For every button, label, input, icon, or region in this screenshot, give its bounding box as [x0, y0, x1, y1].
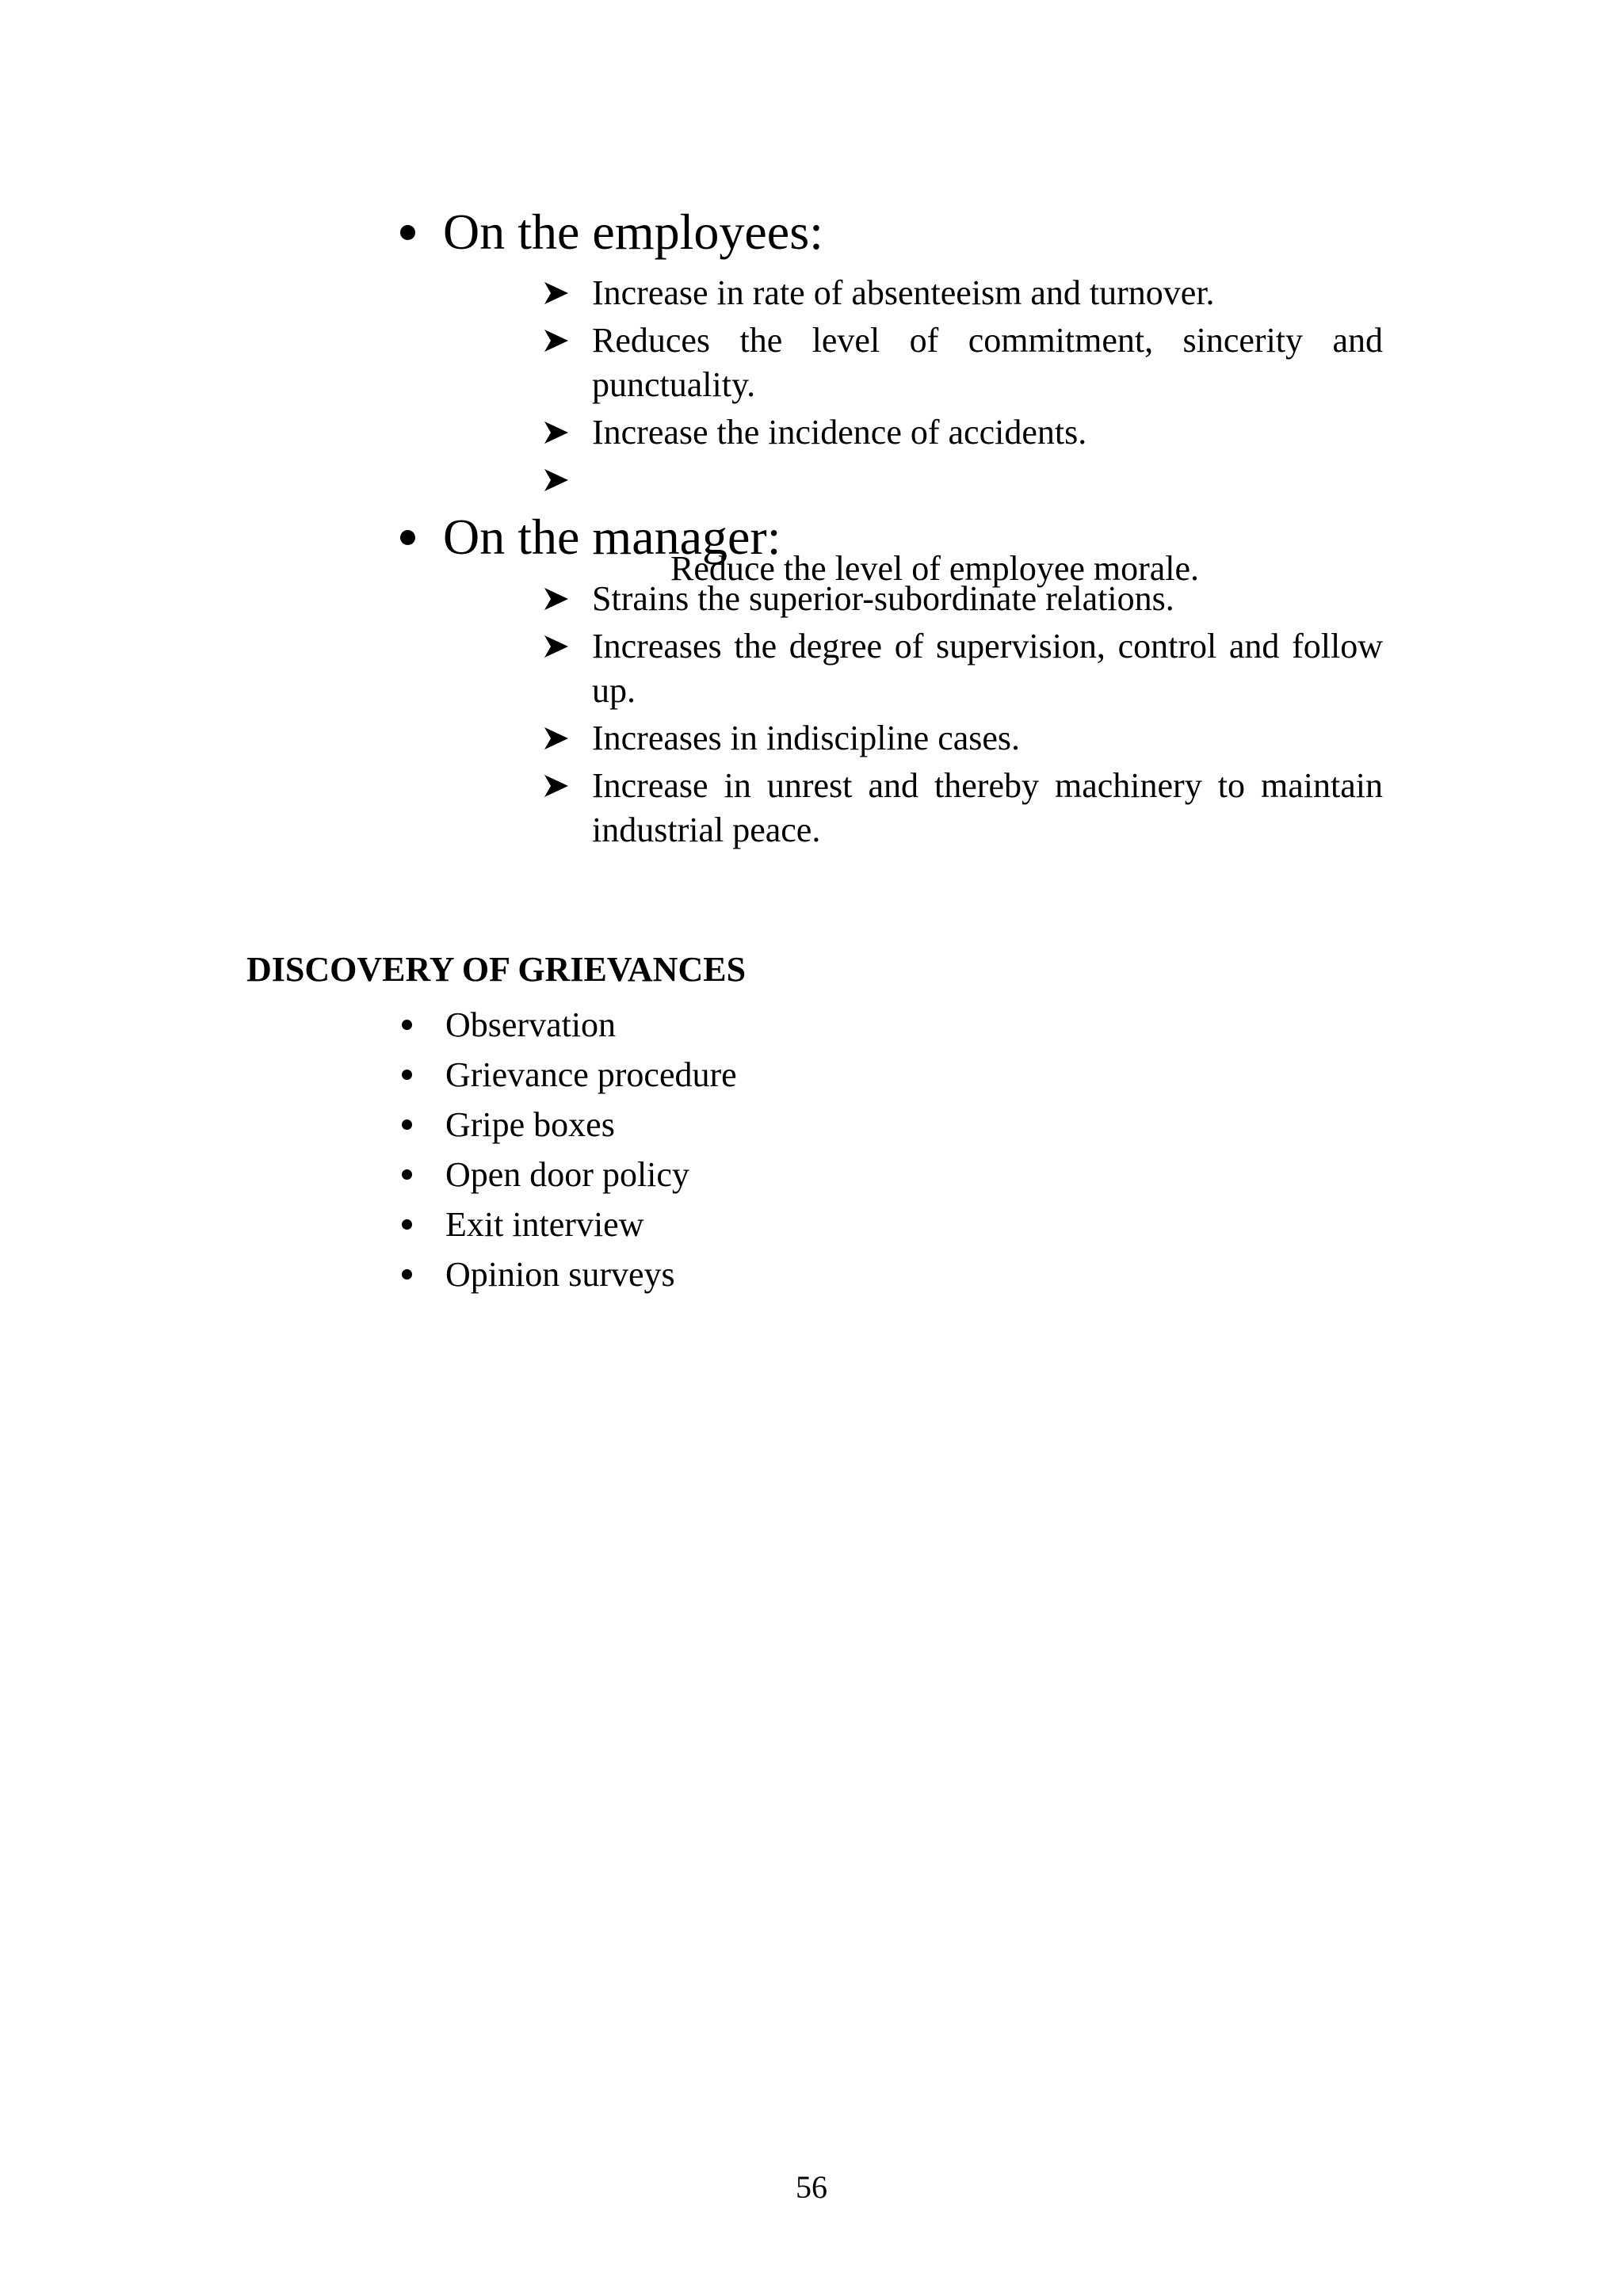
- bullet-icon: [402, 1020, 412, 1030]
- arrowhead-icon: [543, 586, 570, 612]
- list-item: Opinion surveys: [396, 1249, 737, 1299]
- list-item: Exit interview: [396, 1199, 737, 1249]
- arrowhead-icon: [543, 328, 570, 353]
- list-item: Open door policy: [396, 1150, 737, 1199]
- list-item: Observation: [396, 1000, 737, 1050]
- bullet-icon: [400, 530, 415, 545]
- list-item: Increase the incidence of accidents.: [543, 410, 1383, 455]
- bullet-icon: [402, 1169, 412, 1180]
- list-item: Increase in rate of absenteeism and turnover.: [543, 271, 1383, 315]
- list-item: Strains the superior-subordinate relations.: [543, 577, 1383, 621]
- bullet-icon: [402, 1070, 412, 1080]
- arrowhead-icon: [543, 467, 570, 493]
- section-title: DISCOVERY OF GRIEVANCES: [246, 950, 747, 989]
- list-item: Increases the degree of supervision, control and follow up.: [543, 624, 1383, 713]
- list-item: Reduces the level of commitment, sincerity and punctuality.: [543, 318, 1383, 407]
- bullet-icon: [400, 225, 415, 240]
- page-number: 56: [796, 2169, 827, 2205]
- section-heading: [396, 507, 781, 567]
- bullet-icon: [402, 1219, 412, 1230]
- bullet-icon: [402, 1269, 412, 1280]
- discovery-list: [396, 1000, 737, 1299]
- effects-list: [543, 577, 1383, 856]
- list-item: Reduce the level of employee morale.: [543, 458, 1383, 635]
- arrowhead-icon: [543, 726, 570, 751]
- section-heading: [396, 202, 823, 262]
- arrowhead-icon: [543, 420, 570, 445]
- arrowhead-icon: [543, 773, 570, 799]
- section-heading-text: On the employees:: [443, 204, 823, 260]
- section-heading-text: On the manager:: [443, 509, 781, 565]
- list-item: Increases in indiscipline cases.: [543, 716, 1383, 761]
- list-item: Gripe boxes: [396, 1100, 737, 1150]
- bullet-icon: [402, 1119, 412, 1130]
- arrowhead-icon: [543, 634, 570, 659]
- arrowhead-icon: [543, 280, 570, 306]
- list-item: Grievance procedure: [396, 1050, 737, 1100]
- list-item: Increase in unrest and thereby machinery to maintain industrial peace.: [543, 764, 1383, 852]
